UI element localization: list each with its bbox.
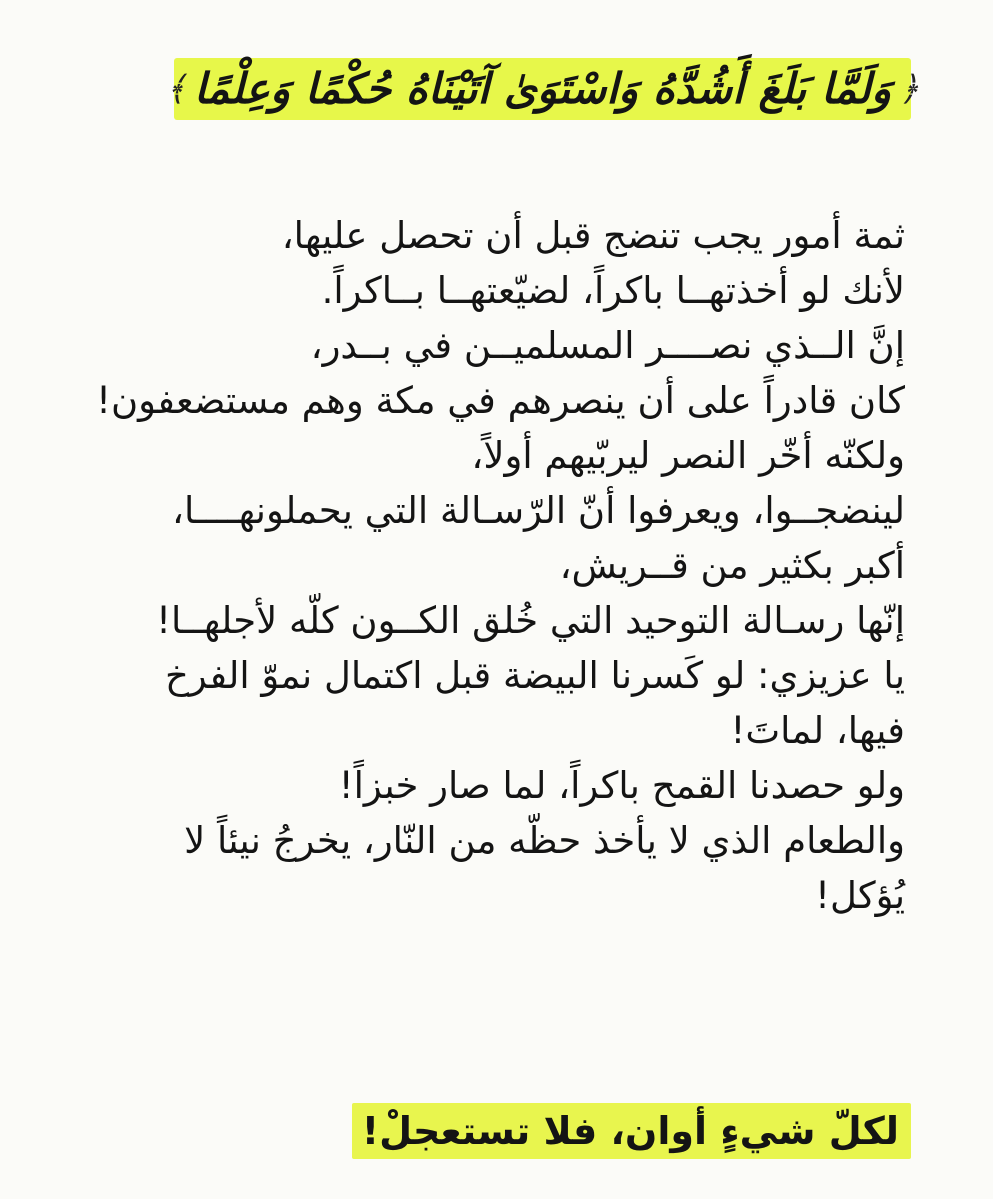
- text-line: لينضجــوا، ويعرفوا أنّ الرّسـالة التي يحملونهــــا،: [172, 489, 905, 532]
- text-line: يُؤكل!: [815, 874, 905, 917]
- text-line: لأنك لو أخذتهــا باكراً، لضيّعتهــا بــاكراً.: [321, 269, 905, 312]
- text-body: [96, 208, 905, 923]
- verse-text: وَلَمَّا بَلَغَ أَشُدَّهُ وَاسْتَوَىٰ آتَيْنَاهُ حُكْمًا وَعِلْمًا: [193, 64, 892, 113]
- text-line: كان قادراً على أن ينصرهم في مكة وهم مستضعفون!: [96, 379, 905, 422]
- text-line: أكبر بكثير من قــريش،: [559, 544, 905, 587]
- text-line: إنَّ الــذي نصــــر المسلميــن في بــدر،: [310, 324, 905, 367]
- text-line: ثمة أمور يجب تنضج قبل أن تحصل عليها،: [281, 214, 905, 257]
- quran-verse-heading: [165, 58, 920, 120]
- text-line: فيها، لماتَ!: [730, 709, 905, 752]
- closing-highlighted-line: لكلّ شيءٍ أوان، فلا تستعجلْ!: [352, 1103, 911, 1159]
- text-line: يا عزيزي: لو كَسرنا البيضة قبل اكتمال نموّ الفرخ: [165, 654, 905, 697]
- text-line: ولكنّه أخّر النصر ليربّيهم أولاً،: [471, 434, 905, 477]
- text-line: إنّها رسـالة التوحيد التي خُلق الكــون كلّه لأجلهــا!: [156, 599, 905, 642]
- text-line: والطعام الذي لا يأخذ حظّه من النّار، يخرجُ نيئاً لا: [184, 819, 905, 862]
- verse-close-bracket: ﴾: [165, 69, 186, 109]
- text-line: ولو حصدنا القمح باكراً، لما صار خبزاً!: [338, 764, 905, 807]
- verse-open-bracket: ﴿: [899, 69, 920, 109]
- closing-line-container: [352, 1103, 911, 1159]
